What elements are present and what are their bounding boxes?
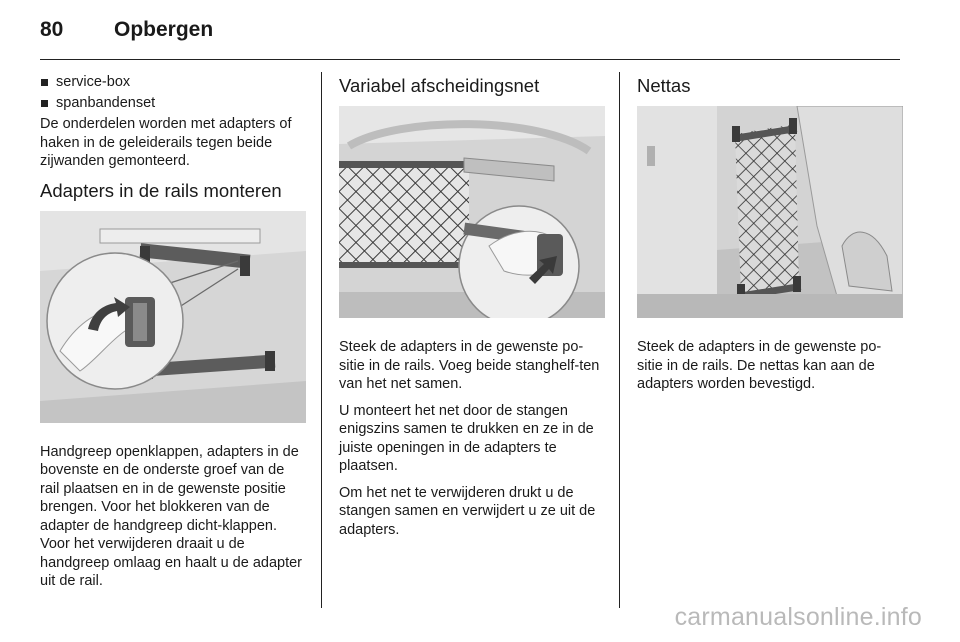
net-paragraph-1: Steek de adapters in de gewenste po-sitie in de rails. Voeg beide stanghelf-ten van het net samen. bbox=[339, 339, 600, 392]
column-divider-1 bbox=[321, 72, 322, 608]
parts-list bbox=[40, 72, 306, 114]
column-divider-2 bbox=[619, 72, 620, 608]
page-title: Opbergen bbox=[114, 18, 214, 41]
net-paragraph-2: U monteert het net door de stangen enigszins samen te drukken en ze in de juiste openingen in de adapters te plaatsen. bbox=[339, 402, 594, 474]
intro-paragraph: De onderdelen worden met adapters of haken in de geleiderails tegen beide zijwanden gemonteerd. bbox=[40, 116, 292, 169]
net-paragraph-3: Om het net te verwijderen drukt u de stangen samen en verwijdert u ze uit de adapters. bbox=[339, 484, 596, 538]
watermark: carmanualsonline.info bbox=[674, 603, 922, 631]
column-1 bbox=[40, 72, 306, 599]
list-item: spanbandenset bbox=[40, 93, 306, 114]
header-divider bbox=[40, 59, 900, 60]
page-number: 80 bbox=[40, 18, 64, 41]
illustration-net-bag bbox=[637, 106, 903, 318]
section-heading-adapters: Adapters in de rails monteren bbox=[40, 179, 282, 201]
section-heading-nettas: Nettas bbox=[637, 75, 691, 96]
column-3 bbox=[637, 72, 903, 402]
illustration-divider-net bbox=[339, 106, 605, 318]
adapters-paragraph: Handgreep openklappen, adapters in de bovenste en de onderste groef van de rail plaatsen en in de gewenste positie brengen. Voor het blokkeren van de adapter de handgreep dicht-klappen. Voor het verwijderen draait u de handgreep omlaag en haalt u de adapter uit de rail. bbox=[40, 443, 303, 589]
section-heading-net: Variabel afscheidingsnet bbox=[339, 75, 540, 96]
column-2 bbox=[339, 72, 605, 547]
nettas-paragraph: Steek de adapters in de gewenste po-sitie in de rails. De nettas kan aan de adapters worden bevestigd. bbox=[637, 339, 882, 392]
illustration-rail-adapter bbox=[40, 211, 306, 423]
page-header bbox=[40, 18, 213, 48]
list-item: service-box bbox=[40, 72, 306, 93]
